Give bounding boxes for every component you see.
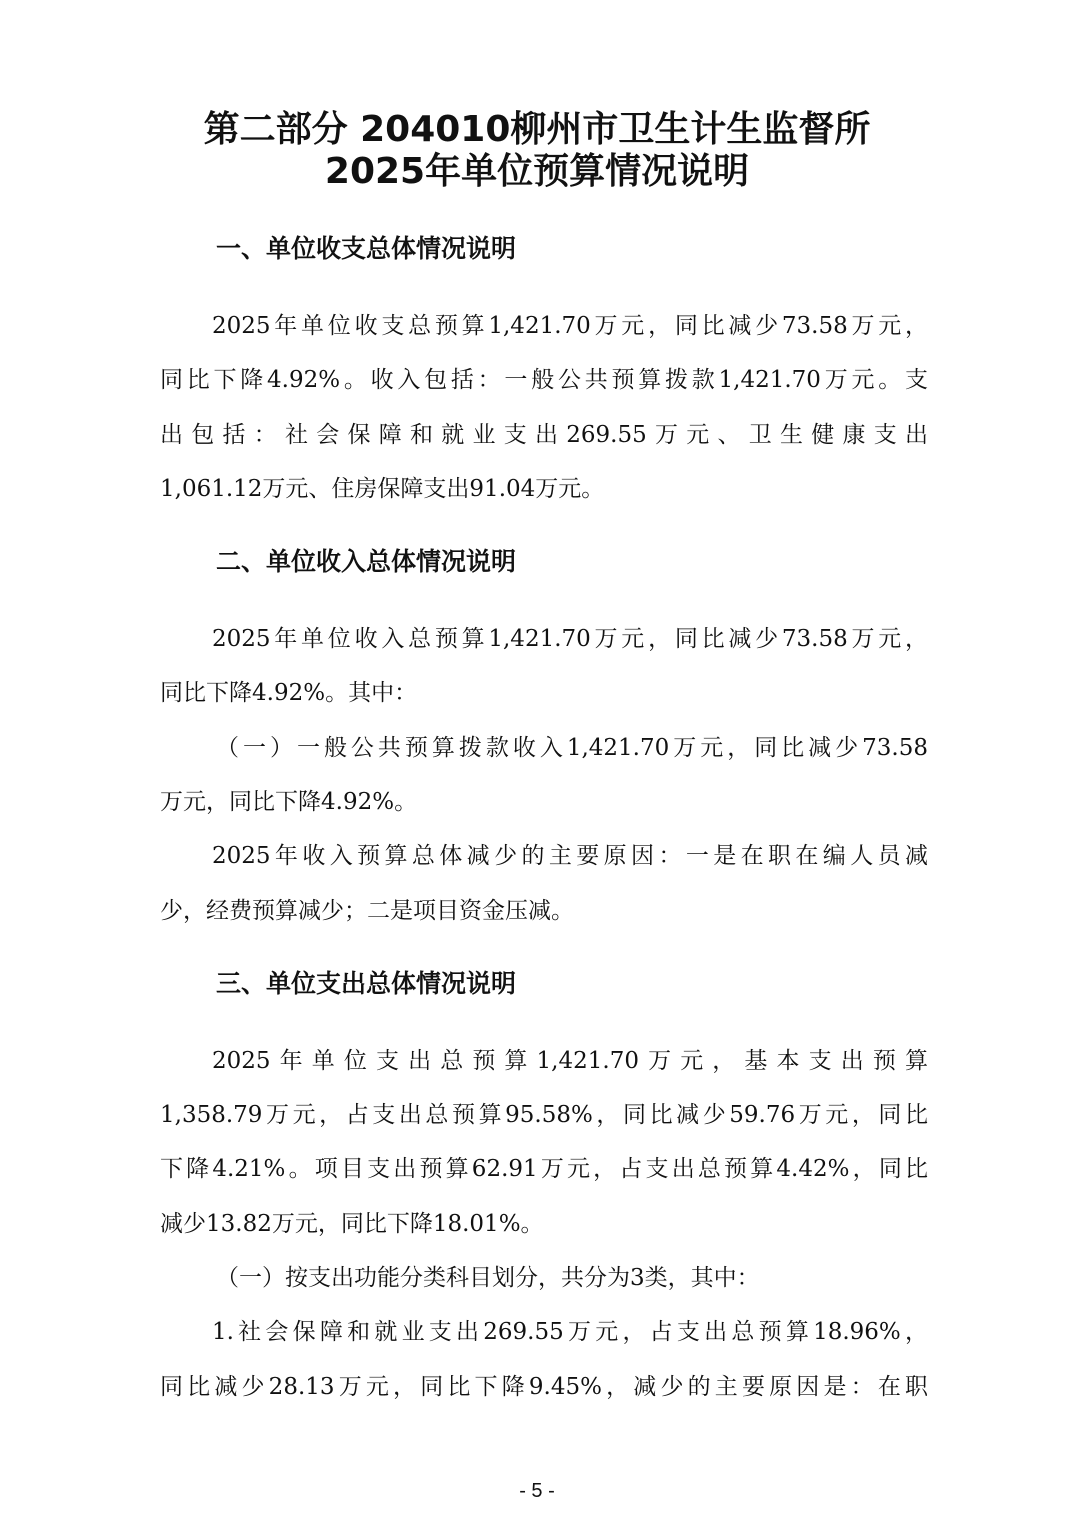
paragraph-line: 2025年单位收入总预算1,421.70万元，同比减少73.58万元， bbox=[212, 626, 928, 652]
paragraph-line: 出包括：社会保障和就业支出269.55万元、卫生健康支出 bbox=[160, 422, 928, 448]
section-3-heading: 三、单位支出总体情况说明 bbox=[216, 969, 517, 998]
section-1-heading: 一、单位收支总体情况说明 bbox=[216, 234, 517, 263]
paragraph-line: 同比下降4.92%。收入包括：一般公共预算拨款1,421.70万元。支 bbox=[160, 367, 928, 393]
paragraph-line: 少，经费预算减少；二是项目资金压减。 bbox=[160, 898, 574, 924]
paragraph-line: 1.社会保障和就业支出269.55万元，占支出总预算18.96%， bbox=[212, 1319, 928, 1345]
paragraph-line: 1,061.12万元、住房保障支出91.04万元。 bbox=[160, 476, 605, 502]
paragraph-line: 减少13.82万元，同比下降18.01%。 bbox=[160, 1211, 544, 1237]
paragraph-line: 2025年单位支出总预算1,421.70万元，基本支出预算 bbox=[212, 1048, 928, 1074]
paragraph-line: 同比下降4.92%。其中： bbox=[160, 680, 418, 706]
paragraph-line: 1,358.79万元，占支出总预算95.58%，同比减少59.76万元，同比 bbox=[160, 1102, 928, 1128]
paragraph-line: 万元，同比下降4.92%。 bbox=[160, 789, 418, 815]
paragraph-line: 同比减少28.13万元，同比下降9.45%，减少的主要原因是：在职 bbox=[160, 1374, 928, 1400]
paragraph-line: 下降4.21%。项目支出预算62.91万元，占支出总预算4.42%，同比 bbox=[160, 1156, 928, 1182]
document-title-line-1: 第二部分 204010柳州市卫生计生监督所 bbox=[203, 109, 871, 150]
paragraph-line: 2025年单位收支总预算1,421.70万元，同比减少73.58万元， bbox=[212, 313, 928, 339]
paragraph-line: （一）一般公共预算拨款收入1,421.70万元，同比减少73.58 bbox=[216, 735, 928, 761]
paragraph-line: （一）按支出功能分类科目划分，共分为3类，其中： bbox=[216, 1265, 760, 1291]
paragraph-line: 2025年收入预算总体减少的主要原因：一是在职在编人员减 bbox=[212, 843, 928, 869]
page-number: - 5 - bbox=[519, 1480, 555, 1502]
section-2-heading: 二、单位收入总体情况说明 bbox=[216, 547, 517, 576]
document-title-line-2: 2025年单位预算情况说明 bbox=[324, 151, 750, 192]
